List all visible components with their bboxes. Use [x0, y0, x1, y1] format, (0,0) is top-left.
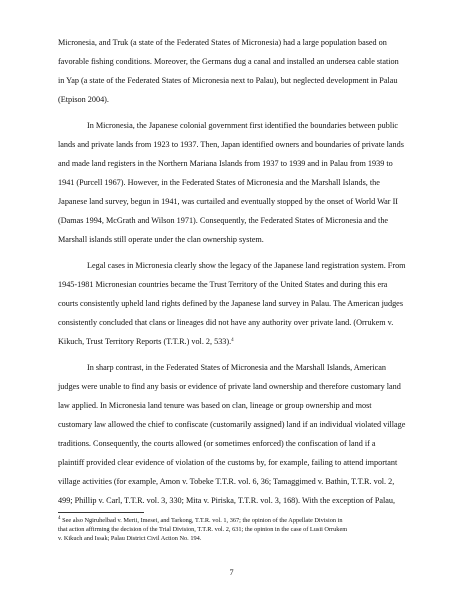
- text-line: 1941 (Purcell 1967). However, in the Federated States of Micronesia and the Marshall Islands, the: [58, 178, 380, 187]
- text-line: village activities (for example, Amon v. Tobeke T.T.R. vol. 6, 36; Tamaggimed v. Bathin, T.T.R. vol. 2,: [58, 477, 395, 486]
- text-line: plaintiff provided clear evidence of violation of the customs by, for example, failing to attend important: [58, 458, 398, 467]
- text-line: customary law allowed the chief to confiscate (customarily assigned) land if an individual violated village: [58, 420, 406, 429]
- text-line: judges were unable to find any basis or evidence of private land ownership and therefore customary land: [58, 382, 401, 391]
- footnote-text: See also Ngiruhelbad v. Merii, Imesei, and Tarkong, T.T.R. vol. 1, 367; the opinion of the Appellate Division in: [60, 517, 343, 524]
- text-line: in Yap (a state of the Federated States of Micronesia next to Palau), but neglected development in Palau: [58, 76, 398, 85]
- footnote-line: that action affirming the decision of the Trial Division, T.T.R. vol. 2, 631; the opinion in the case of Lusii Orrukem: [58, 526, 348, 533]
- footnote-number: 4: [58, 516, 61, 521]
- text-line: 1945-1981 Micronesian countries became the Trust Territory of the United States and during this era: [58, 280, 388, 289]
- text-line: In sharp contrast, in the Federated States of Micronesia and the Marshall Islands, American: [87, 363, 386, 372]
- text-line-content: Kikuch, Trust Territory Reports (T.T.R.) vol. 2, 533).: [58, 337, 232, 346]
- text-line: favorable fishing conditions. Moreover, the Germans dug a canal and installed an undersea cable station: [58, 57, 399, 66]
- text-line: Marshall islands still operate under the clan ownership system.: [58, 235, 264, 244]
- text-line: Micronesia, and Truk (a state of the Federated States of Micronesia) had a large population based on: [58, 38, 387, 47]
- text-line: [58, 338, 234, 346]
- text-line: 499; Phillip v. Carl, T.T.R. vol. 3, 330; Mita v. Piriska, T.T.R. vol. 3, 168). With the exception of Palau,: [58, 496, 396, 505]
- text-line: In Micronesia, the Japanese colonial government first identified the boundaries between public: [87, 121, 399, 130]
- text-line: consistently concluded that clans or lineages did not have any authority over private land. (Orrukem v.: [58, 318, 394, 327]
- text-line: law applied. In Micronesia land tenure was based on clan, lineage or group ownership and most: [58, 401, 372, 410]
- text-line: courts consistently upheld land rights defined by the Japanese land survey in Palau. The American judges: [58, 299, 404, 308]
- footnote-line: v. Kikuch and Issak; Palau District Civil Action No. 194.: [58, 535, 202, 542]
- footnote-marker: 4: [231, 338, 234, 343]
- text-line: (Etpison 2004).: [58, 95, 109, 104]
- footnote-separator: [58, 512, 144, 513]
- text-line: (Damas 1994, McGrath and Wilson 1971). Consequently, the Federated States of Micronesia and the: [58, 216, 389, 225]
- text-line: traditions. Consequently, the courts allowed (or sometimes enforced) the confiscation of land if a: [58, 439, 376, 448]
- page-number: 7: [229, 568, 234, 577]
- text-line: lands and private lands from 1923 to 1937. Then, Japan identified owners and boundaries of private lands: [58, 140, 404, 149]
- text-line: and made land registers in the Northern Mariana Islands from 1937 to 1939 and in Palau from 1939 to: [58, 159, 393, 168]
- text-line: Legal cases in Micronesia clearly show the legacy of the Japanese land registration system. From: [87, 261, 406, 270]
- text-line: Japanese land survey, begun in 1941, was curtailed and eventually stopped by the onset of World War II: [58, 197, 399, 206]
- footnote-line: [58, 518, 343, 524]
